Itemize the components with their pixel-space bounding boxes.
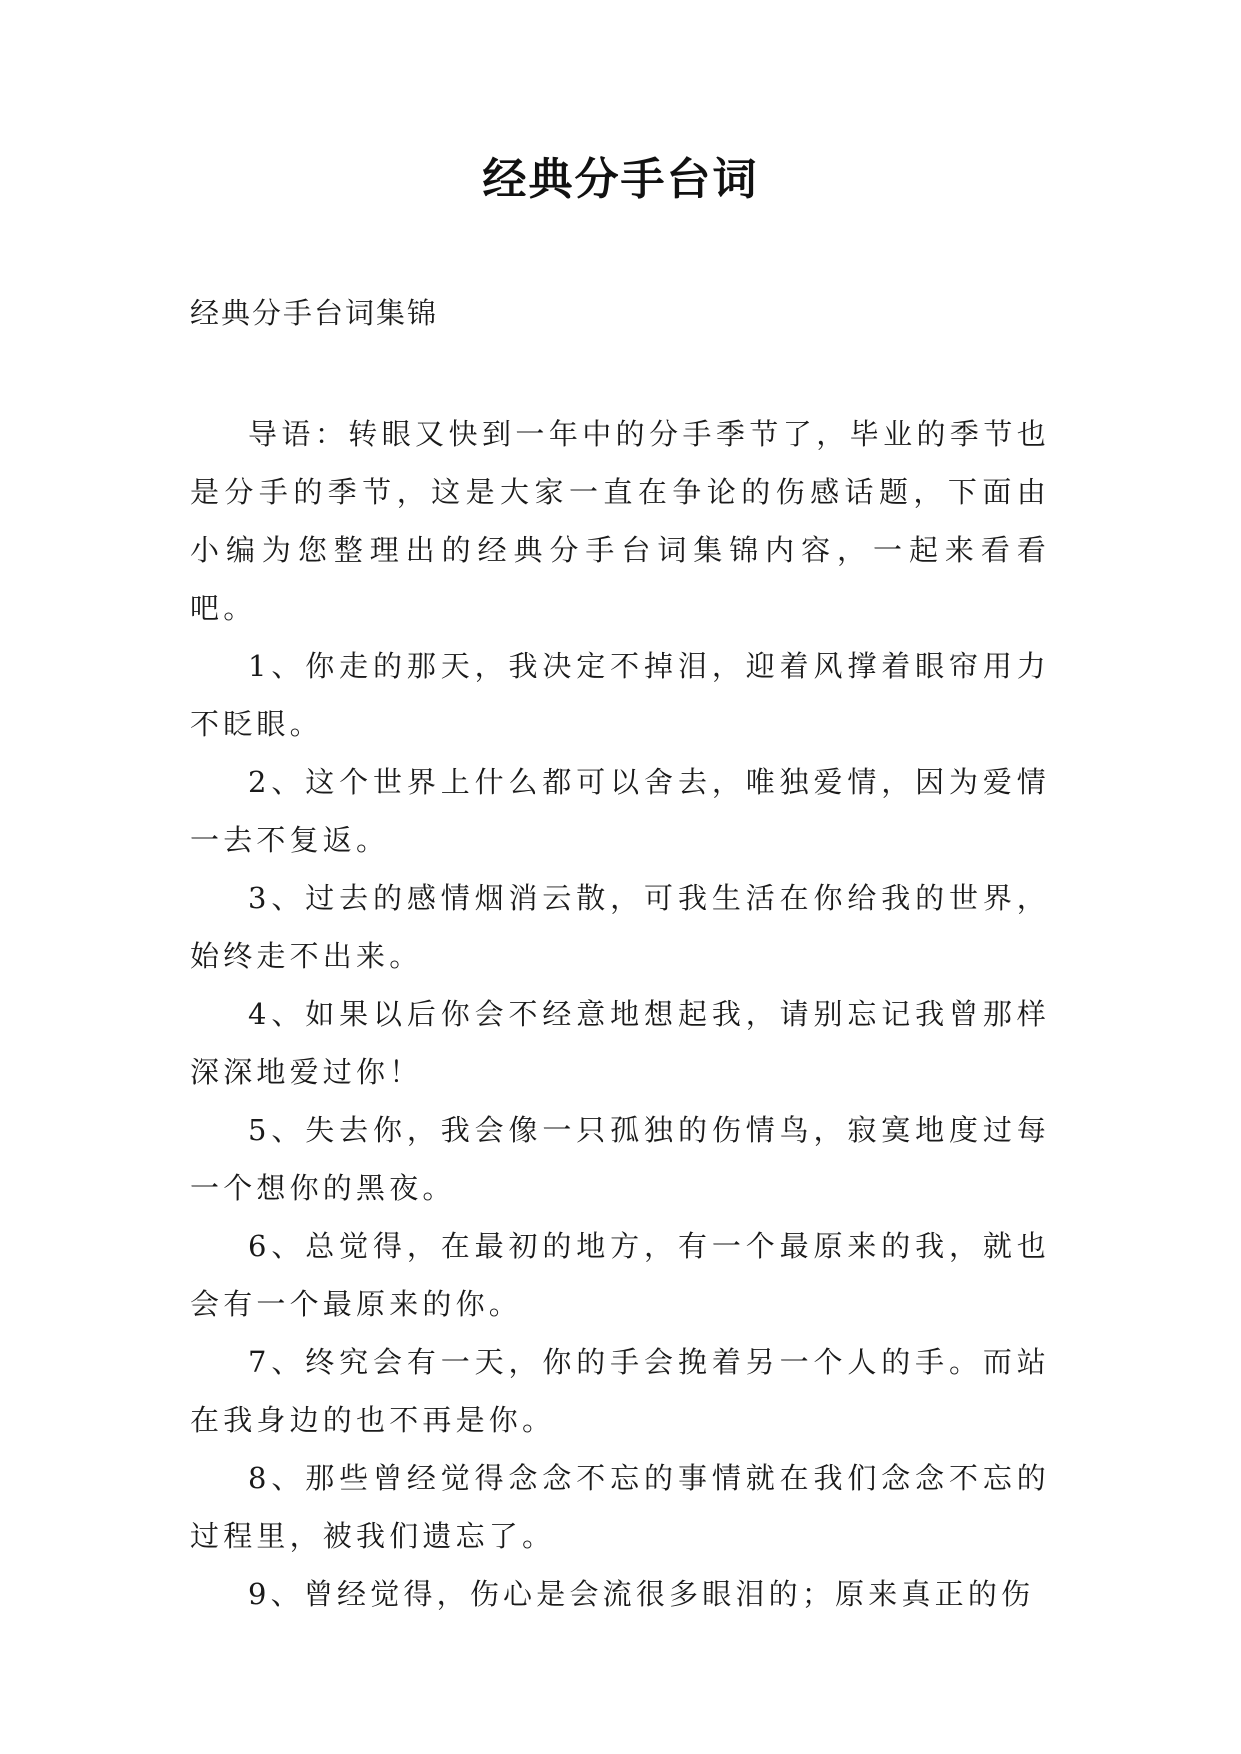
paragraph-item: 3、过去的感情烟消云散，可我生活在你给我的世界，始终走不出来。: [190, 881, 1050, 973]
page-title: 经典分手台词: [482, 154, 759, 205]
paragraph-intro: 导语：转眼又快到一年中的分手季节了，毕业的季节也是分手的季节，这是大家一直在争论的伤感话题，下面由小编为您整理出的经典分手台词集锦内容，一起来看看吧。: [190, 417, 1050, 625]
paragraph-item: 6、总觉得，在最初的地方，有一个最原来的我，就也会有一个最原来的你。: [190, 1229, 1050, 1321]
paragraph-item: 7、终究会有一天，你的手会挽着另一个人的手。而站在我身边的也不再是你。: [190, 1345, 1050, 1437]
paragraph-item: 4、如果以后你会不经意地想起我，请别忘记我曾那样深深地爱过你！: [190, 997, 1050, 1089]
paragraph-item: 5、失去你，我会像一只孤独的伤情鸟，寂寞地度过每一个想你的黑夜。: [190, 1113, 1050, 1205]
document-body: [190, 405, 1050, 1623]
document-subtitle: 经典分手台词集锦: [190, 296, 439, 330]
paragraph-item: 2、这个世界上什么都可以舍去，唯独爱情，因为爱情一去不复返。: [190, 765, 1050, 857]
paragraph-item: 9、曾经觉得，伤心是会流很多眼泪的；原来真正的伤: [248, 1577, 1035, 1611]
paragraph-item: 8、那些曾经觉得念念不忘的事情就在我们念念不忘的过程里，被我们遗忘了。: [190, 1461, 1050, 1553]
paragraph-item: 1、你走的那天，我决定不掉泪，迎着风撑着眼帘用力不眨眼。: [190, 649, 1050, 741]
